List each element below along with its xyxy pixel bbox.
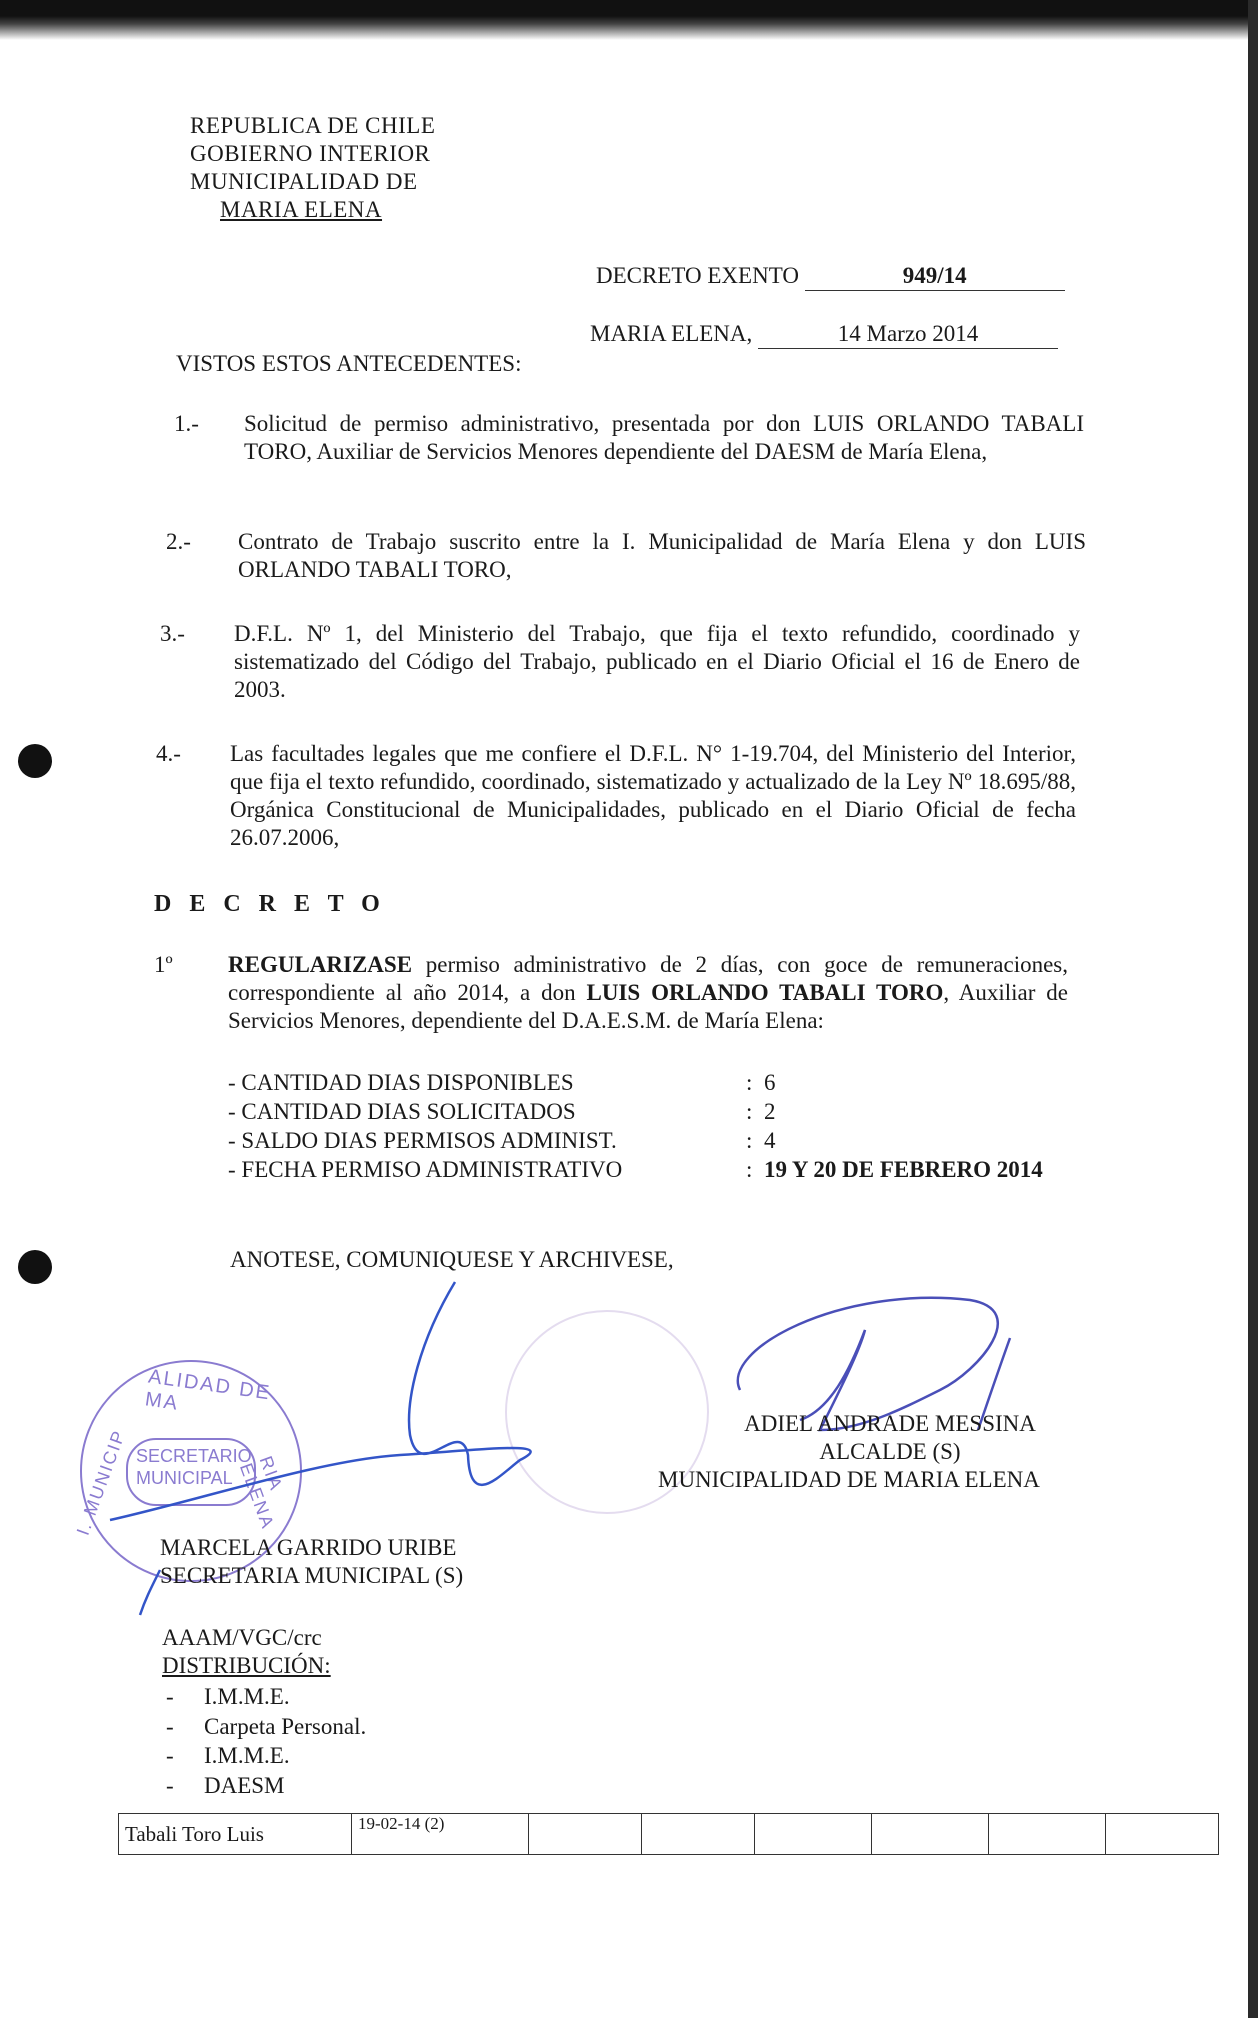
vistos-item-number: 2.- (166, 529, 191, 554)
decreto-title: D E C R E T O (154, 891, 386, 917)
decree-number-line (596, 262, 1065, 291)
distribution-list (166, 1682, 366, 1800)
vistos-item-text: Solicitud de permiso administrativo, presentada por don LUIS ORLANDO TABALI TORO, Auxiliar de Servicios Menores dependiente del DAESM de María Elena, (244, 411, 1084, 464)
permit-row-requested: - CANTIDAD DIAS SOLICITADOS : 2 (228, 1099, 776, 1124)
decree-date: 14 Marzo 2014 (758, 320, 1058, 349)
letterhead-line-2: GOBIERNO INTERIOR (190, 141, 431, 166)
decreto-text-1: permiso administrativo de 2 días, con goce de remuneraciones, correspondiente al año 2014, a don (228, 952, 1068, 1005)
permit-row-value: 19 Y 20 DE FEBRERO 2014 (764, 1157, 1043, 1182)
permit-row-label: - FECHA PERMISO ADMINISTRATIVO (228, 1157, 623, 1182)
mayor-org: MUNICIPALIDAD DE MARIA ELENA (658, 1467, 1040, 1492)
vistos-item-number: 3.- (160, 621, 185, 646)
punch-hole-upper (18, 744, 52, 778)
decreto-verb: REGULARIZASE (228, 952, 413, 977)
permit-row-balance: - SALDO DIAS PERMISOS ADMINIST. : 4 (228, 1128, 776, 1153)
vistos-item-text: Contrato de Trabajo suscrito entre la I. Municipalidad de María Elena y don LUIS ORLANDO TABALI TORO, (238, 529, 1086, 582)
stamp-outer-right: RIA ELENA (235, 1453, 287, 1533)
permit-row-value: 2 (764, 1099, 776, 1124)
letterhead-line-1: REPUBLICA DE CHILE (190, 113, 436, 138)
scan-right-edge (1248, 0, 1258, 2018)
decreto-employee-name: LUIS ORLANDO TABALI TORO (586, 980, 944, 1005)
footer-record-table (118, 1813, 1219, 1855)
table-row (119, 1814, 1219, 1855)
vistos-item-text: D.F.L. Nº 1, del Ministerio del Trabajo, que fija el texto refundido, coordinado y sistematizado del Código del Trabajo, publicado en el Diario Oficial el 16 de Enero de 2003. (234, 621, 1080, 702)
permit-row-label: - CANTIDAD DIAS SOLICITADOS (228, 1099, 576, 1124)
secretary-signature (110, 1282, 531, 1520)
stamp-outer-left: I. MUNICIP (72, 1426, 130, 1538)
distribution-item: - I.M.M.E. (166, 1684, 290, 1709)
stamp-outer-top: ALIDAD DE MA (143, 1365, 273, 1415)
letterhead (190, 112, 435, 224)
record-name-cell: Tabali Toro Luis (119, 1814, 352, 1855)
secretary-block (160, 1534, 463, 1590)
letterhead-line-3: MUNICIPALIDAD DE (190, 169, 418, 194)
secretary-signature-tail (140, 1570, 160, 1615)
permit-summary (228, 1068, 1043, 1184)
record-empty-cell (872, 1814, 989, 1855)
closing-formula: ANOTESE, COMUNIQUESE Y ARCHIVESE, (230, 1247, 674, 1272)
initials: AAAM/VGC/crc (162, 1625, 322, 1650)
decreto-text-2: , Auxiliar de Servicios Menores, dependiente del D.A.E.S.M. de María Elena: (228, 980, 1068, 1033)
vistos-item-number: 1.- (174, 411, 199, 436)
letterhead-line-4: MARIA ELENA (220, 197, 383, 222)
permit-row-value: 4 (764, 1128, 776, 1153)
secretary-name: MARCELA GARRIDO URIBE (160, 1535, 457, 1560)
mayor-block (700, 1410, 1080, 1466)
distribution-item: - DAESM (166, 1772, 285, 1798)
permit-row-available: - CANTIDAD DIAS DISPONIBLES : 6 (228, 1070, 776, 1095)
decree-date-line (590, 320, 1058, 349)
record-empty-cell (1106, 1814, 1219, 1855)
vistos-item-text: Las facultades legales que me confiere el D.F.L. N° 1-19.704, del Ministerio del Interior, que fija el texto refundido, coordinado, sistematizado y actualizado de la Ley Nº 18.695/88, Orgánica Constitucional de Municipalidades, publicado en el Diario Oficial de fecha 26.07.2006, (230, 741, 1076, 850)
stamp-inner-1: SECRETARIO (136, 1446, 252, 1466)
record-empty-cell (989, 1814, 1106, 1855)
permit-row-label: - CANTIDAD DIAS DISPONIBLES (228, 1070, 574, 1095)
decreto-item-number: 1º (154, 952, 173, 977)
permit-row-dates: - FECHA PERMISO ADMINISTRATIVO : 19 Y 20 DE FEBRERO 2014 (228, 1157, 1043, 1182)
decree-label: DECRETO EXENTO (596, 263, 799, 288)
distribution-title: DISTRIBUCIÓN: (162, 1653, 331, 1678)
decreto-item-text (228, 951, 1068, 1035)
record-empty-cell (642, 1814, 755, 1855)
scan-top-edge (0, 0, 1258, 40)
vistos-item-number: 4.- (156, 741, 181, 766)
secretary-role: SECRETARIA MUNICIPAL (S) (160, 1563, 464, 1588)
record-empty-cell (529, 1814, 642, 1855)
distribution-item: - Carpeta Personal. (166, 1713, 367, 1739)
stamp-inner-2: MUNICIPAL (136, 1468, 233, 1488)
mayor-role: ALCALDE (S) (819, 1439, 961, 1464)
permit-row-value: 6 (764, 1070, 776, 1095)
record-entry-cell: 19-02-14 (2) (352, 1814, 529, 1855)
distribution-item: - I.M.M.E. (166, 1743, 290, 1768)
vistos-title: VISTOS ESTOS ANTECEDENTES: (176, 351, 522, 376)
place-label: MARIA ELENA, (590, 321, 753, 346)
mayor-name: ADIEL ANDRADE MESSINA (744, 1411, 1036, 1436)
permit-row-label: - SALDO DIAS PERMISOS ADMINIST. (228, 1128, 617, 1153)
decree-number: 949/14 (805, 262, 1065, 291)
record-empty-cell (755, 1814, 872, 1855)
